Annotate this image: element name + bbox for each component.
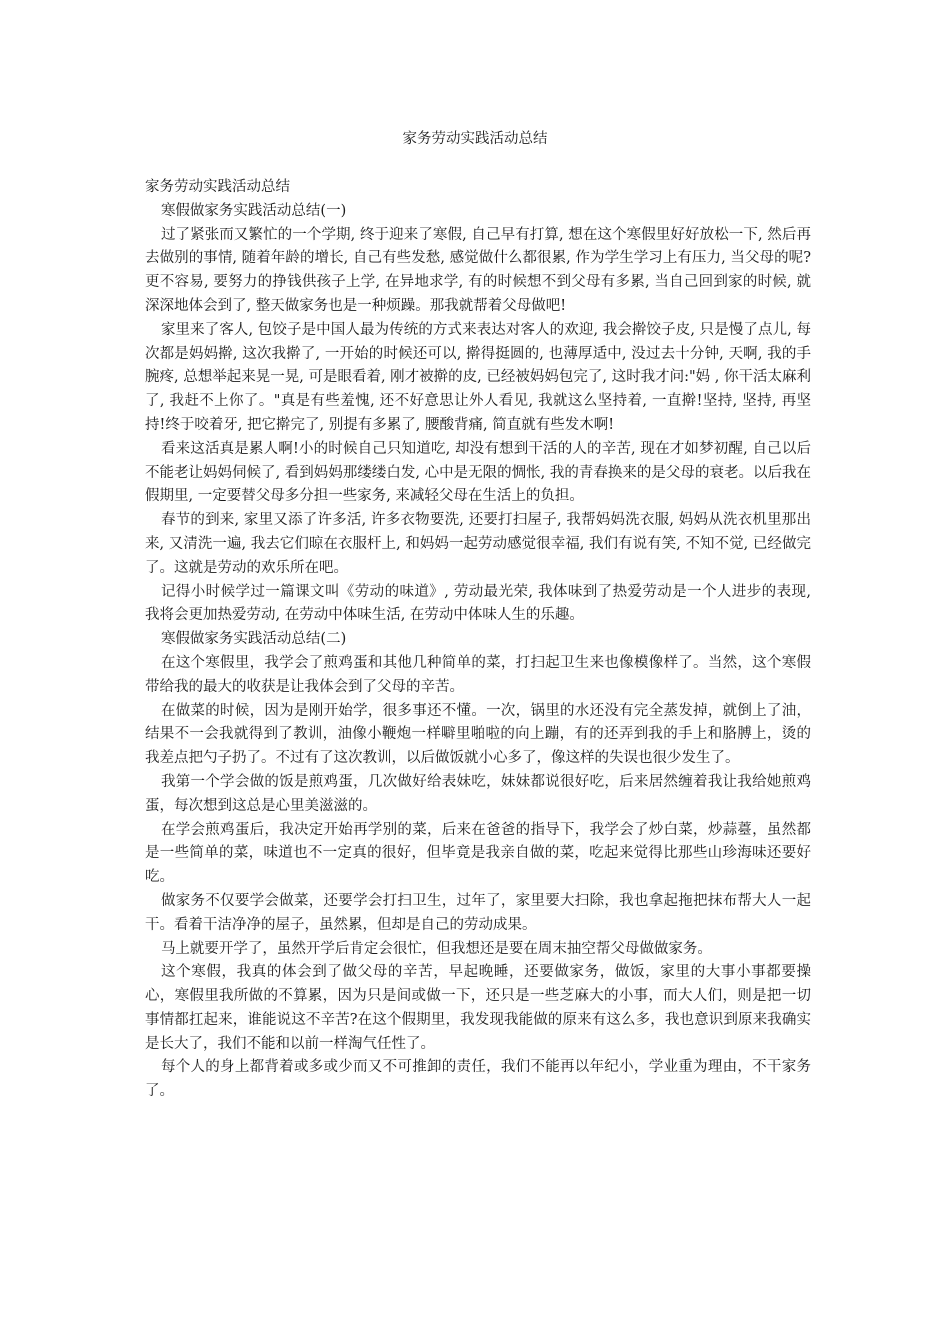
paragraph: 家里来了客人, 包饺子是中国人最为传统的方式来表达对客人的欢迎, 我会擀饺子皮, 只是慢了点儿, 每次都是妈妈擀, 这次我擀了, 一开始的时候还可以, 擀得挺圆的, 也薄厚适中, 没过去十分钟, 天啊, 我的手腕疼, 总想举起来晃一晃, 可是眼看着, 刚才被擀的皮, 已经被妈妈包完了, 这时我才问:"妈 , 你干活太麻利了, 我赶不上你了。"真是有些羞愧, 还不好意思让外人看见, 我就这么坚持着, 一直擀!坚持, 坚持, 再坚持!终于咬着牙, 把它擀完了, 别提有多累了, 腰酸背痛, 简直就有些发木啊! <box>145 321 811 433</box>
paragraph: 做家务不仅要学会做菜，还要学会打扫卫生，过年了，家里要大扫除，我也拿起拖把抹布帮大人一起干。看着干洁净净的屋子，虽然累，但却是自己的劳动成果。 <box>145 892 811 933</box>
paragraph: 春节的到来, 家里又添了许多活, 许多衣物要洗, 还要打扫屋子, 我帮妈妈洗衣服, 妈妈从洗衣机里那出来, 又清洗一遍, 我去它们晾在衣服杆上, 和妈妈一起劳动感觉很幸福, 我们有说有笑, 不知不觉, 已经做完了。这就是劳动的欢乐所在吧。 <box>145 512 811 576</box>
section-heading-1: 寒假做家务实践活动总结(一) <box>160 202 347 219</box>
paragraph: 在做菜的时候，因为是刚开始学，很多事还不懂。一次，锅里的水还没有完全蒸发掉，就倒上了油，结果不一会我就得到了教训，油像小鞭炮一样噼里啪啦的向上蹦，有的还弄到我的手上和胳膊上，烫的我差点把勺子扔了。不过有了这次教训，以后做饭就小心多了，像这样的失误也很少发生了。 <box>145 702 811 767</box>
paragraph: 过了紧张而又繁忙的一个学期, 终于迎来了寒假, 自己早有打算, 想在这个寒假里好好放松一下, 然后再去做别的事情, 随着年龄的增长, 自己有些发愁, 感觉做什么都很累, 作为学生学习上有压力, 当父母的呢?更不容易, 要努力的挣钱供孩子上学, 在异地求学, 有的时候想不到父母有多累, 当自己回到家的时候, 就深深地体会到了, 整天做家务也是一种烦躁。那我就帮着父母做吧! <box>145 226 811 314</box>
paragraph: 这个寒假，我真的体会到了做父母的辛苦，早起晚睡，还要做家务，做饭，家里的大事小事都要操心，寒假里我所做的不算累，因为只是间或做一下，还只是一些芝麻大的小事，而大人们，则是把一切事情都扛起来，谁能说这不辛苦?在这个假期里，我发现我能做的原来有这么多，我也意识到原来我确实是长大了，我们不能和以前一样淘气任性了。 <box>145 964 811 1052</box>
paragraph: 看来这活真是累人啊!小的时候自己只知道吃, 却没有想到干活的人的辛苦, 现在才如梦初醒, 自己以后不能老让妈妈伺候了, 看到妈妈那缕缕白发, 心中是无限的惆怅, 我的青春换来的是父母的衰老。以后我在假期里, 一定要替父母多分担一些家务, 来减轻父母在生活上的负担。 <box>145 440 811 505</box>
paragraph: 我第一个学会做的饭是煎鸡蛋，几次做好给表妹吃，妹妹都说很好吃，后来居然缠着我让我给她煎鸡蛋，每次想到这总是心里美滋滋的。 <box>145 773 811 814</box>
document-body <box>145 176 811 1104</box>
paragraph: 在这个寒假里，我学会了煎鸡蛋和其他几种简单的菜，打扫起卫生来也像模像样了。当然，这个寒假带给我的最大的收获是让我体会到了父母的辛苦。 <box>145 654 811 695</box>
body-heading: 家务劳动实践活动总结 <box>145 179 290 195</box>
paragraph: 马上就要开学了，虽然开学后肯定会很忙，但我想还是要在周末抽空帮父母做做家务。 <box>160 940 712 957</box>
section-heading-2: 寒假做家务实践活动总结(二) <box>160 631 347 648</box>
paragraph: 在学会煎鸡蛋后，我决定开始再学别的菜，后来在爸爸的指导下，我学会了炒白菜，炒蒜薹，虽然都是一些简单的菜，味道也不一定真的很好，但毕竟是我亲自做的菜，吃起来觉得比那些山珍海味还要好吃。 <box>145 821 811 886</box>
paragraph: 每个人的身上都背着或多或少而又不可推卸的责任，我们不能再以年纪小，学业重为理由，不干家务了。 <box>145 1059 811 1100</box>
paragraph: 记得小时候学过一篇课文叫《劳动的味道》, 劳动最光荣, 我体味到了热爱劳动是一个人进步的表现, 我将会更加热爱劳动, 在劳动中体味生活, 在劳动中体味人生的乐趣。 <box>145 583 811 624</box>
page-title: 家务劳动实践活动总结 <box>402 131 548 147</box>
